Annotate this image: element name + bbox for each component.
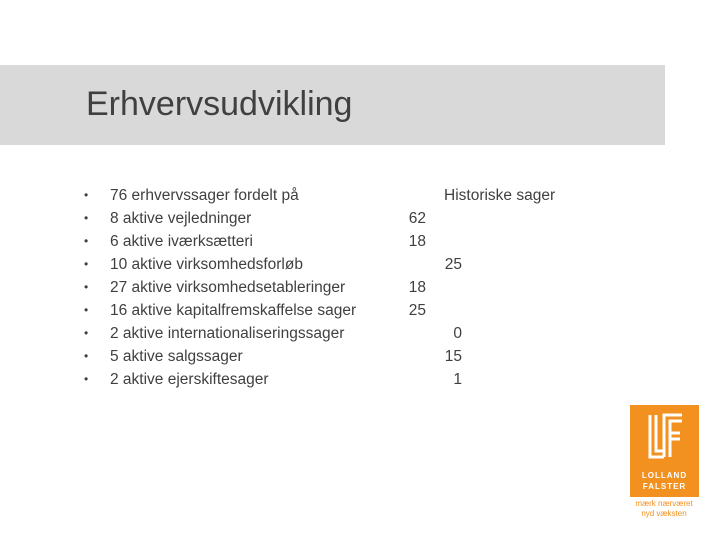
historical-value: 25 xyxy=(444,256,462,273)
historical-heading: Historiske sager xyxy=(444,187,556,204)
list-item-text: 16 aktive kapitalfremskaffelse sager xyxy=(110,302,357,319)
list-item-text: 5 aktive salgssager xyxy=(110,348,243,365)
historical-value: 18 xyxy=(408,233,426,250)
historical-value: 25 xyxy=(408,302,426,319)
list-item-text: 2 aktive internationaliseringssager xyxy=(110,325,345,342)
list-item-text: 8 aktive vejledninger xyxy=(110,210,252,227)
bullet-marker: • xyxy=(84,234,89,248)
historical-value: 18 xyxy=(408,279,426,296)
bullet-marker: • xyxy=(84,257,89,271)
bullet-marker: • xyxy=(84,188,89,202)
bullet-marker: • xyxy=(84,303,89,317)
logo-name-line2: FALSTER xyxy=(642,482,687,491)
logo-tagline xyxy=(626,499,702,519)
list-item-text: 76 erhvervssager fordelt på xyxy=(110,187,299,204)
lolland-falster-logo xyxy=(630,405,699,497)
bullet-marker: • xyxy=(84,326,89,340)
bullet-marker: • xyxy=(84,280,89,294)
historical-value: 15 xyxy=(444,348,462,365)
list-item-text: 6 aktive iværksætteri xyxy=(110,233,253,250)
historical-value: 62 xyxy=(408,210,426,227)
list-item-text: 27 aktive virksomhedsetableringer xyxy=(110,279,346,296)
bullet-marker: • xyxy=(84,349,89,363)
bullet-marker: • xyxy=(84,372,89,386)
tagline-line1: mærk nærværet xyxy=(635,499,693,508)
logo-name-line1: LOLLAND xyxy=(641,471,688,480)
slide-title: Erhvervsudvikling xyxy=(86,85,353,123)
list-item-text: 10 aktive virksomhedsforløb xyxy=(110,256,303,273)
lf-monogram-icon xyxy=(630,405,699,467)
list-item-text: 2 aktive ejerskiftesager xyxy=(110,371,269,388)
historical-value: 1 xyxy=(453,371,462,388)
historical-value: 0 xyxy=(453,325,462,342)
tagline-line2: nyd væksten xyxy=(641,509,687,518)
bullet-marker: • xyxy=(84,211,89,225)
